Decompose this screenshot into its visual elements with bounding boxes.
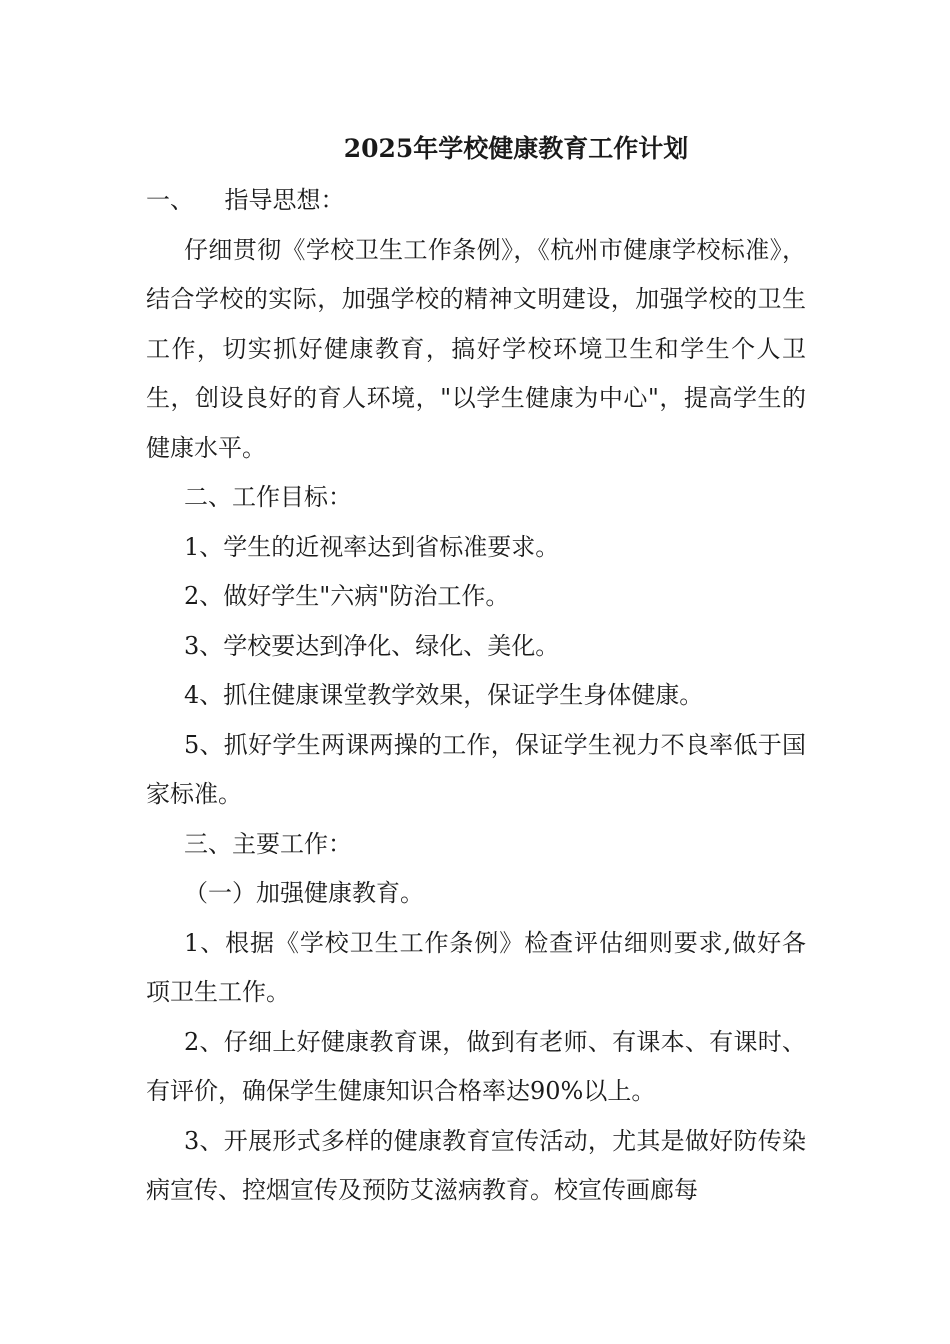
section-heading-main-work: 三、主要工作： [184, 829, 352, 858]
goal-item-3: 3、学校要达到净化、绿化、美化。 [184, 631, 560, 660]
goal-item-5: 5、抓好学生两课两操的工作，保证学生视力不良率低于国家标准。 [146, 730, 806, 808]
work-item-3: 3、开展形式多样的健康教育宣传活动，尤其是做好防传染病宣传、控烟宣传及预防艾滋病教育。校宣传画廊每 [146, 1126, 806, 1204]
goal-item-2: 2、做好学生"六病"防治工作。 [184, 582, 510, 610]
work-item-2: 2、仔细上好健康教育课，做到有老师、有课本、有课时、有评价，确保学生健康知识合格率达90%以上。 [146, 1027, 806, 1105]
document-title: 2025年学校健康教育工作计划 [343, 134, 689, 163]
document-body [146, 176, 806, 1216]
section-heading-work-goals: 二、工作目标： [184, 483, 352, 511]
work-item-1: 1、根据《学校卫生工作条例》检查评估细则要求,做好各项卫生工作。 [146, 928, 806, 1006]
paragraph-guiding-ideology: 仔细贯彻《学校卫生工作条例》，《杭州市健康学校标准》，结合学校的实际，加强学校的精神文明建设，加强学校的卫生工作，切实抓好健康教育，搞好学校环境卫生和学生个人卫生，创设良好的育人环境，"以学生健康为中心"，提高学生的健康水平。 [146, 235, 806, 462]
goal-item-4: 4、抓住健康课堂教学效果，保证学生身体健康。 [184, 681, 704, 709]
subsection-heading-health-education: （一）加强健康教育。 [184, 879, 424, 907]
section-heading-guiding-ideology: 一、 指导思想： [146, 186, 345, 214]
goal-item-1: 1、学生的近视率达到省标准要求。 [184, 532, 560, 561]
